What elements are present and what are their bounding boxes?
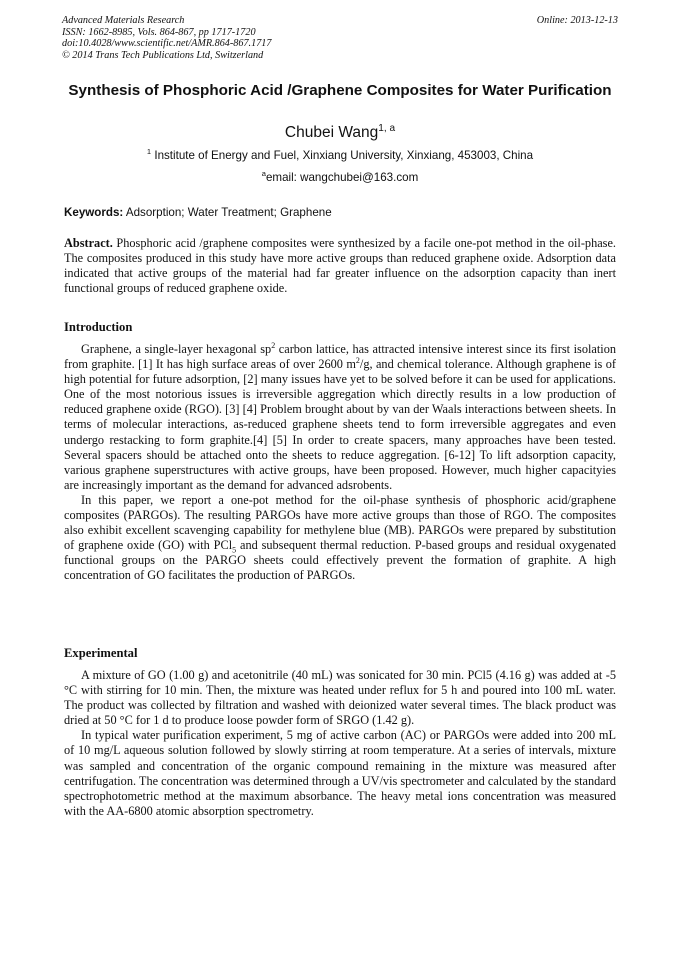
experimental-paragraph-2: In typical water purification experiment, 5 mg of active carbon (AC) or PARGOs were added into 200 mL of 10 mg/L aqueous solution followed by slowly stirring at room temperature. At a series of intervals, mixture was sampled and concentration of the organic compound remaining in the mixture was measured after centrifugation. The concentration was determined through a UV/vis spectrometer and calculated by the standard spectrophotometric method at the maximum absorbance. The heavy metal ions concentration was measured with the AA-6800 atomic absorption spectrometry. — [64, 728, 616, 818]
abstract — [64, 236, 616, 296]
keywords-text: Adsorption; Water Treatment; Graphene — [125, 206, 332, 219]
affiliation-superscript: 1 — [146, 147, 152, 157]
intro-p2-text-b: and subsequent thermal reduction. P-based groups and residual oxygenated functional groups on the PARGO sheets could effectively prevent the formation of graphite. A high concentration of GO facilitates the production of PARGOs. — [64, 538, 616, 583]
author-superscript: 1, a — [378, 122, 396, 134]
doi-line: doi:10.4028/www.scientific.net/AMR.864-867.1717 — [62, 38, 272, 50]
intro-sp2-superscript: 2 — [271, 340, 276, 350]
author-line — [62, 124, 618, 142]
abstract-label: Abstract. — [64, 236, 113, 250]
abstract-text: Phosphoric acid /graphene composites were synthesized by a facile one-pot method in the oil-phase. The composites produced in this study have more active groups than reduced graphene oxide. Adsorption data indicated that active groups of the material had far greater influence on the adsorption capacity than inert functional groups of reduced graphene oxide. — [64, 236, 616, 296]
affiliation-line — [62, 149, 618, 163]
intro-p1-text-a: Graphene, a single-layer hexagonal sp — [81, 342, 272, 356]
introduction-heading: Introduction — [64, 320, 133, 334]
intro-p2-text-a: In this paper, we report a one-pot method for the oil-phase synthesis of phosphoric acid/graphene composites (PARGOs). The resulting PARGOs have more active groups than those of RGO. The composites also exhibit excellent scavenging capability for methylene blue (MB). PARGOs were prepared by substitution of graphene oxide (GO) with PCl — [64, 492, 616, 553]
intro-pcl5-subscript: 5 — [232, 545, 237, 555]
experimental-body — [64, 668, 616, 819]
introduction-paragraph-2 — [64, 493, 616, 584]
paper-title: Synthesis of Phosphoric Acid /Graphene Composites for Water Purification — [68, 82, 612, 99]
publication-header — [62, 15, 618, 61]
experimental-paragraph-1: A mixture of GO (1.00 g) and acetonitrile (40 mL) was sonicated for 30 min. PCl5 (4.16 g) was added at -5 °C with stirring for 10 min. Then, the mixture was heated under reflux for 5 h and poured into 100 mL water. The product was collected by filtration and washed with deionized water several times. The black product was dried at 50 °C for 1 d to produce loose powder form of SRGO (1.42 g). — [64, 668, 616, 728]
introduction-paragraph-1 — [64, 342, 616, 493]
email-text: email: wangchubei@163.com — [265, 171, 419, 184]
intro-p1-text-c: /g, and chemical tolerance. Although graphene is of high potential for future adsorption, [2] many issues have yet to be solved before it can be used for applications. One of the most notorious issues is irreversible aggregation which directly results in a low production of reduced graphene oxide (RGO). [3] [4] Problem brought about by van der Waals interactions between sheets. In terms of molecular interactions, as-reduced graphene sheets tend to form irreversible aggregates and even undergo restacking to form graphite.[4] [5] In order to create spacers, many approaches have been tested. Several spacers should be attached onto the sheets to reduce aggregation. [6-12] To lift adsorption capacity, various graphene superstructures with active groups, have been proposed. However, much higher capacityies are increasingly important as the demand for advanced adsrobents. — [64, 357, 616, 492]
keywords-label: Keywords: — [64, 206, 124, 219]
journal-name: Advanced Materials Research — [62, 15, 185, 26]
online-date: Online: 2013-12-13 — [536, 15, 618, 26]
issn-line: ISSN: 1662-8985, Vols. 864-867, pp 1717-1720 — [62, 26, 256, 38]
affiliation-text: Institute of Energy and Fuel, Xinxiang University, Xinxiang, 453003, China — [154, 149, 534, 162]
intro-m2-superscript: 2 — [355, 356, 360, 365]
author-name: Chubei Wang — [284, 124, 379, 141]
keywords — [64, 206, 618, 220]
abstract-paragraph — [64, 236, 616, 296]
copyright-line: © 2014 Trans Tech Publications Ltd, Switzerland — [62, 49, 264, 61]
email-line — [62, 171, 618, 185]
email-superscript: a — [261, 169, 266, 179]
introduction-body — [64, 342, 616, 584]
intro-p1-text-b: carbon lattice, has attracted intensive interest since its first isolation from graphite. [1] It has high surface areas of over 2600 m — [64, 342, 616, 372]
experimental-heading: Experimental — [64, 646, 138, 660]
